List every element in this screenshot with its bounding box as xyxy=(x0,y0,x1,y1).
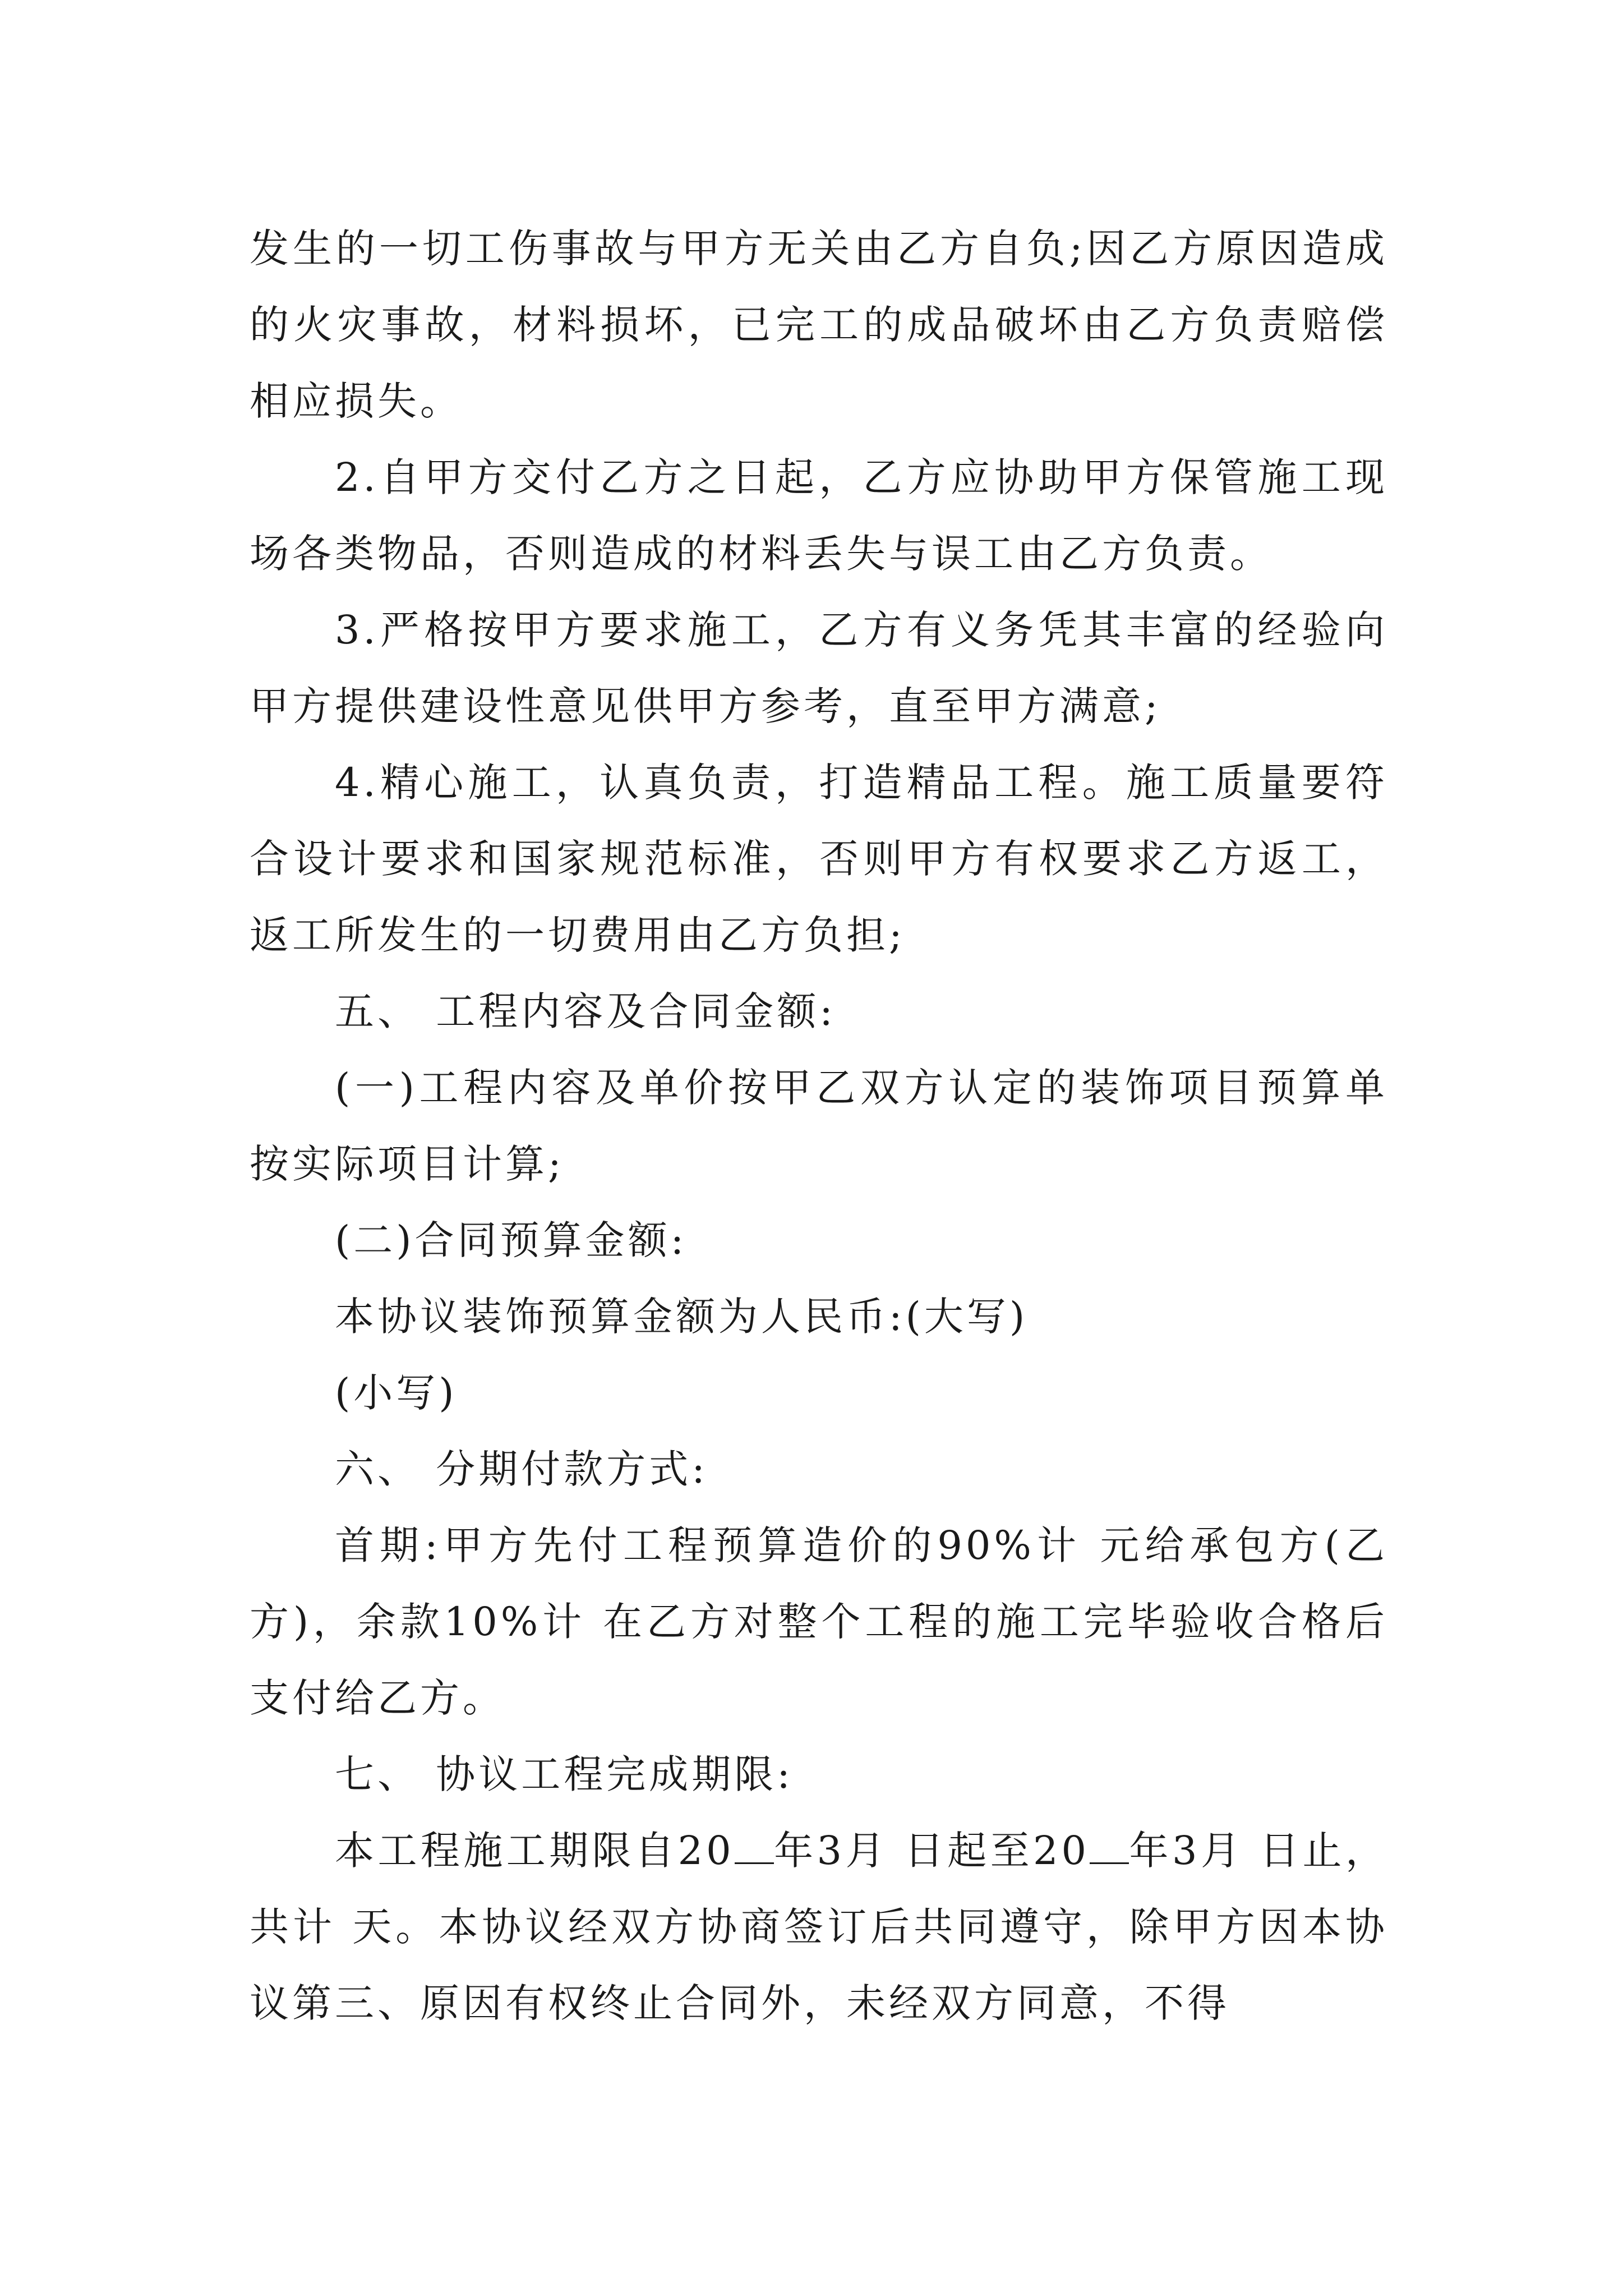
paragraph-amount-uppercase: 本协议装饰预算金额为人民币:(大写) xyxy=(335,1294,1029,1340)
period-text-middle: 年3月 日起至20 xyxy=(773,1828,1090,1874)
paragraph-injury-liability: 发生的一切工伤事故与甲方无关由乙方自负;因乙方原因造成的火灾事故，材料损坏，已完工的成品破坏由乙方负责赔偿相应损失。 xyxy=(250,226,1388,424)
paragraph-work-content: (一)工程内容及单价按甲乙双方认定的装饰项目预算单按实际项目计算; xyxy=(250,1065,1388,1187)
paragraph-completion-period xyxy=(250,1812,1388,2041)
section-heading-5: 五、 工程内容及合同金额: xyxy=(335,988,836,1034)
section-heading-6: 六、 分期付款方式: xyxy=(335,1446,708,1492)
period-text-end: 年3月 日止，共计 天。本协议经双方协商签订后共同遵守，除甲方因本协议第三、原因有权终止合同外，未经双方同意，不得 xyxy=(250,1828,1389,2026)
paragraph-amount-lowercase: (小写) xyxy=(335,1370,458,1416)
paragraph-clause-4: 4.精心施工，认真负责，打造精品工程。施工质量要符合设计要求和国家规范标准，否则甲方有权要求乙方返工，返工所发生的一切费用由乙方负担; xyxy=(250,760,1388,958)
document-body xyxy=(250,210,1388,2041)
paragraph-clause-2: 2.自甲方交付乙方之日起，乙方应协助甲方保管施工现场各类物品，否则造成的材料丢失与误工由乙方负责。 xyxy=(250,454,1388,577)
year-blank-start xyxy=(735,1828,774,1864)
paragraph-budget-amount-title: (二)合同预算金额: xyxy=(335,1217,688,1263)
year-blank-end xyxy=(1090,1828,1129,1864)
paragraph-payment-terms: 首期:甲方先付工程预算造价的90%计 元给承包方(乙方)，余款10%计 在乙方对整个工程的施工完毕验收合格后支付给乙方。 xyxy=(250,1522,1388,1721)
section-heading-7: 七、 协议工程完成期限: xyxy=(335,1751,794,1797)
period-text-start: 本工程施工期限自20 xyxy=(335,1828,735,1874)
paragraph-clause-3: 3.严格按甲方要求施工，乙方有义务凭其丰富的经验向甲方提供建设性意见供甲方参考，直至甲方满意; xyxy=(250,607,1388,729)
